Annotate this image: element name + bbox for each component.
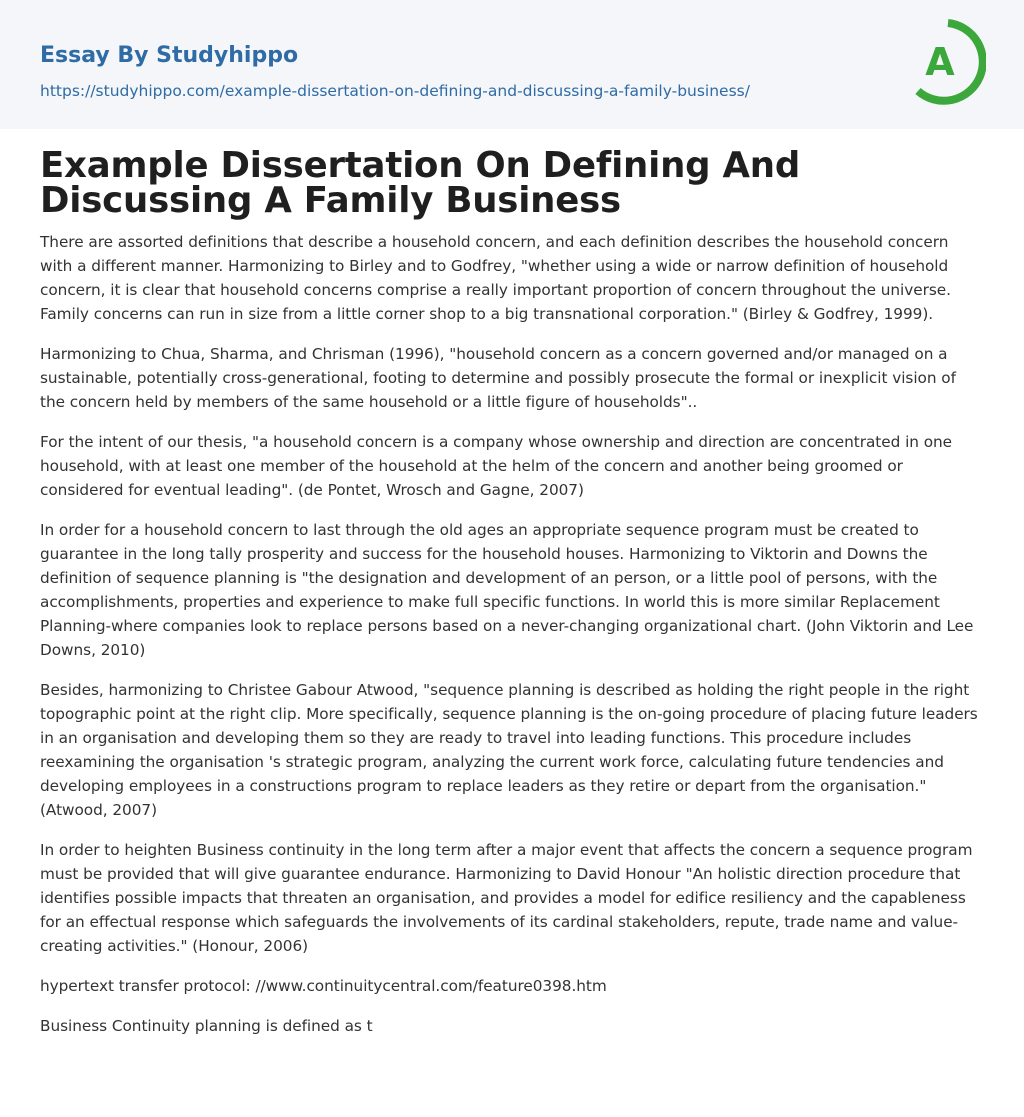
essay-content	[0, 145, 1024, 1038]
essay-paragraph: For the intent of our thesis, "a household concern is a company whose ownership and direction are concentrated in one household, with at least one member of the household at the helm of the concern and another being groomed or considered for eventual leading". (de Pontet, Wrosch and Gagne, 2007)	[40, 433, 953, 499]
studyhippo-logo-icon[interactable]	[912, 19, 986, 105]
site-title[interactable]: Essay By Studyhippo	[40, 43, 299, 68]
essay-paragraph: There are assorted definitions that describe a household concern, and each definition describes the household concern with a different manner. Harmonizing to Birley and to Godfrey, "whether using a wide or narrow definition of household concern, it is clear that household concerns comprise a really important proportion of concern throughout the universe. Family concerns can run in size from a little corner shop to a big transnational corporation." (Birley & Godfrey, 1999).	[40, 233, 951, 323]
essay-paragraph: hypertext transfer protocol: //www.continuitycentral.com/feature0398.htm	[40, 977, 607, 995]
essay-title: Example Dissertation On Defining And Discussing A Family Business	[40, 145, 801, 221]
essay-paragraph: Business Continuity planning is defined as t	[40, 1017, 373, 1035]
essay-url-link[interactable]: https://studyhippo.com/example-dissertation-on-defining-and-discussing-a-family-business/	[40, 82, 750, 100]
essay-paragraph: In order for a household concern to last through the old ages an appropriate sequence program must be created to guarantee in the long tally prosperity and success for the household houses. Harmonizing to Viktorin and Downs the definition of sequence planning is "the designation and development of an person, or a little pool of persons, with the accomplishments, properties and experience to make full specific functions. In world this is more similar Replacement Planning-where companies look to replace persons based on a never-changing organizational chart. (John Viktorin and Lee Downs, 2010)	[40, 521, 974, 659]
essay-paragraph: Harmonizing to Chua, Sharma, and Chrisman (1996), "household concern as a concern governed and/or managed on a sustainable, potentially cross-generational, footing to determine and possibly prosecute the formal or inexplicit vision of the concern held by members of the same household or a little figure of households"..	[40, 345, 956, 411]
logo-letter: A	[925, 40, 955, 84]
essay-paragraph: Besides, harmonizing to Christee Gabour Atwood, "sequence planning is described as holding the right people in the right topographic point at the right clip. More specifically, sequence planning is the on-going procedure of placing future leaders in an organisation and developing them so they are ready to travel into leading functions. This procedure includes reexamining the organisation 's strategic program, analyzing the current work force, calculating future tendencies and developing employees in a constructions program to replace leaders as they retire or depart from the organisation." (Atwood, 2007)	[40, 681, 978, 819]
site-header	[0, 0, 1024, 129]
essay-paragraph: In order to heighten Business continuity in the long term after a major event that affects the concern a sequence program must be provided that will give guarantee endurance. Harmonizing to David Honour "An holistic direction procedure that identifies possible impacts that threaten an organisation, and provides a model for edifice resiliency and the capableness for an effectual response which safeguards the involvements of its cardinal stakeholders, repute, trade name and value-creating activities." (Honour, 2006)	[40, 841, 973, 955]
